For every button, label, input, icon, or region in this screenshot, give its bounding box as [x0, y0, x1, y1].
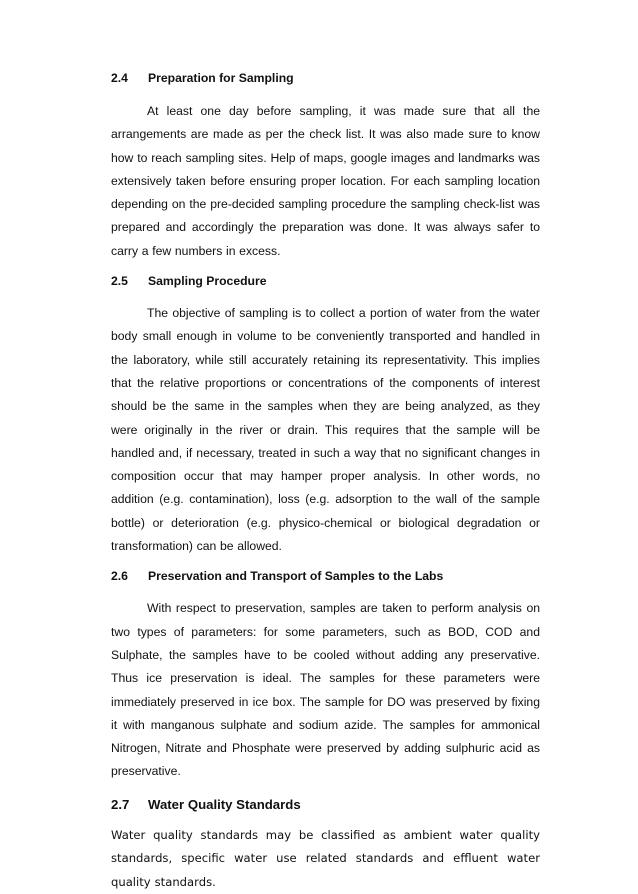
section-paragraph: Water quality standards may be classified as ambient water quality standards, specific water use related standards and effluent water quality standards. — [111, 827, 540, 889]
section-heading — [111, 273, 540, 290]
section-title: Preparation for Sampling — [148, 71, 294, 85]
document-page — [111, 58, 540, 894]
section-number: 2.6 — [111, 569, 128, 584]
section-heading — [111, 568, 540, 585]
section-number: 2.4 — [111, 71, 128, 85]
section-number: 2.5 — [111, 274, 128, 289]
section-title: Sampling Procedure — [148, 274, 267, 289]
section-heading — [111, 796, 540, 813]
section-heading — [111, 70, 540, 87]
section-title: Preservation and Transport of Samples to the Labs — [148, 569, 444, 584]
section-paragraph: At least one day before sampling, it was made sure that all the arrangements are made as per the check list. It was also made sure to know how to reach sampling sites. Help of maps, google images and landmarks was extensively taken before ensuring proper location. For each sampling location depending on the pre-decided sampling procedure the sampling check-list was prepared and accordingly the preparation was done. It was always safer to carry a few numbers in excess. — [111, 104, 540, 258]
section-number: 2.7 — [111, 796, 130, 812]
section-title: Water Quality Standards — [148, 796, 301, 812]
section-paragraph: The objective of sampling is to collect a portion of water from the water body small enough in volume to be conveniently transported and handled in the laboratory, while still accurately retaining its representativity. This implies that the relative proportions or concentrations of the components of interest should be the same in the samples when they are being analyzed, as they were originally in the river or drain. This requires that the sample will be handled and, if necessary, treated in such a way that no significant changes in composition occur that may hamper proper analysis. In other words, no addition (e.g. contamination), loss (e.g. adsorption to the wall of the sample bottle) or deterioration (e.g. physico-chemical or biological degradation or transformation) can be allowed. — [111, 306, 540, 554]
section-paragraph: With respect to preservation, samples are taken to perform analysis on two types of parameters: for some parameters, such as BOD, COD and Sulphate, the samples have to be cooled without adding any preservative. Thus ice preservation is ideal. The samples for these parameters were immediately preserved in ice box. The sample for DO was preserved by fixing it with manganous sulphate and sodium azide. The samples for ammonical Nitrogen, Nitrate and Phosphate were preserved by adding sulphuric acid as preservative. — [111, 601, 540, 779]
